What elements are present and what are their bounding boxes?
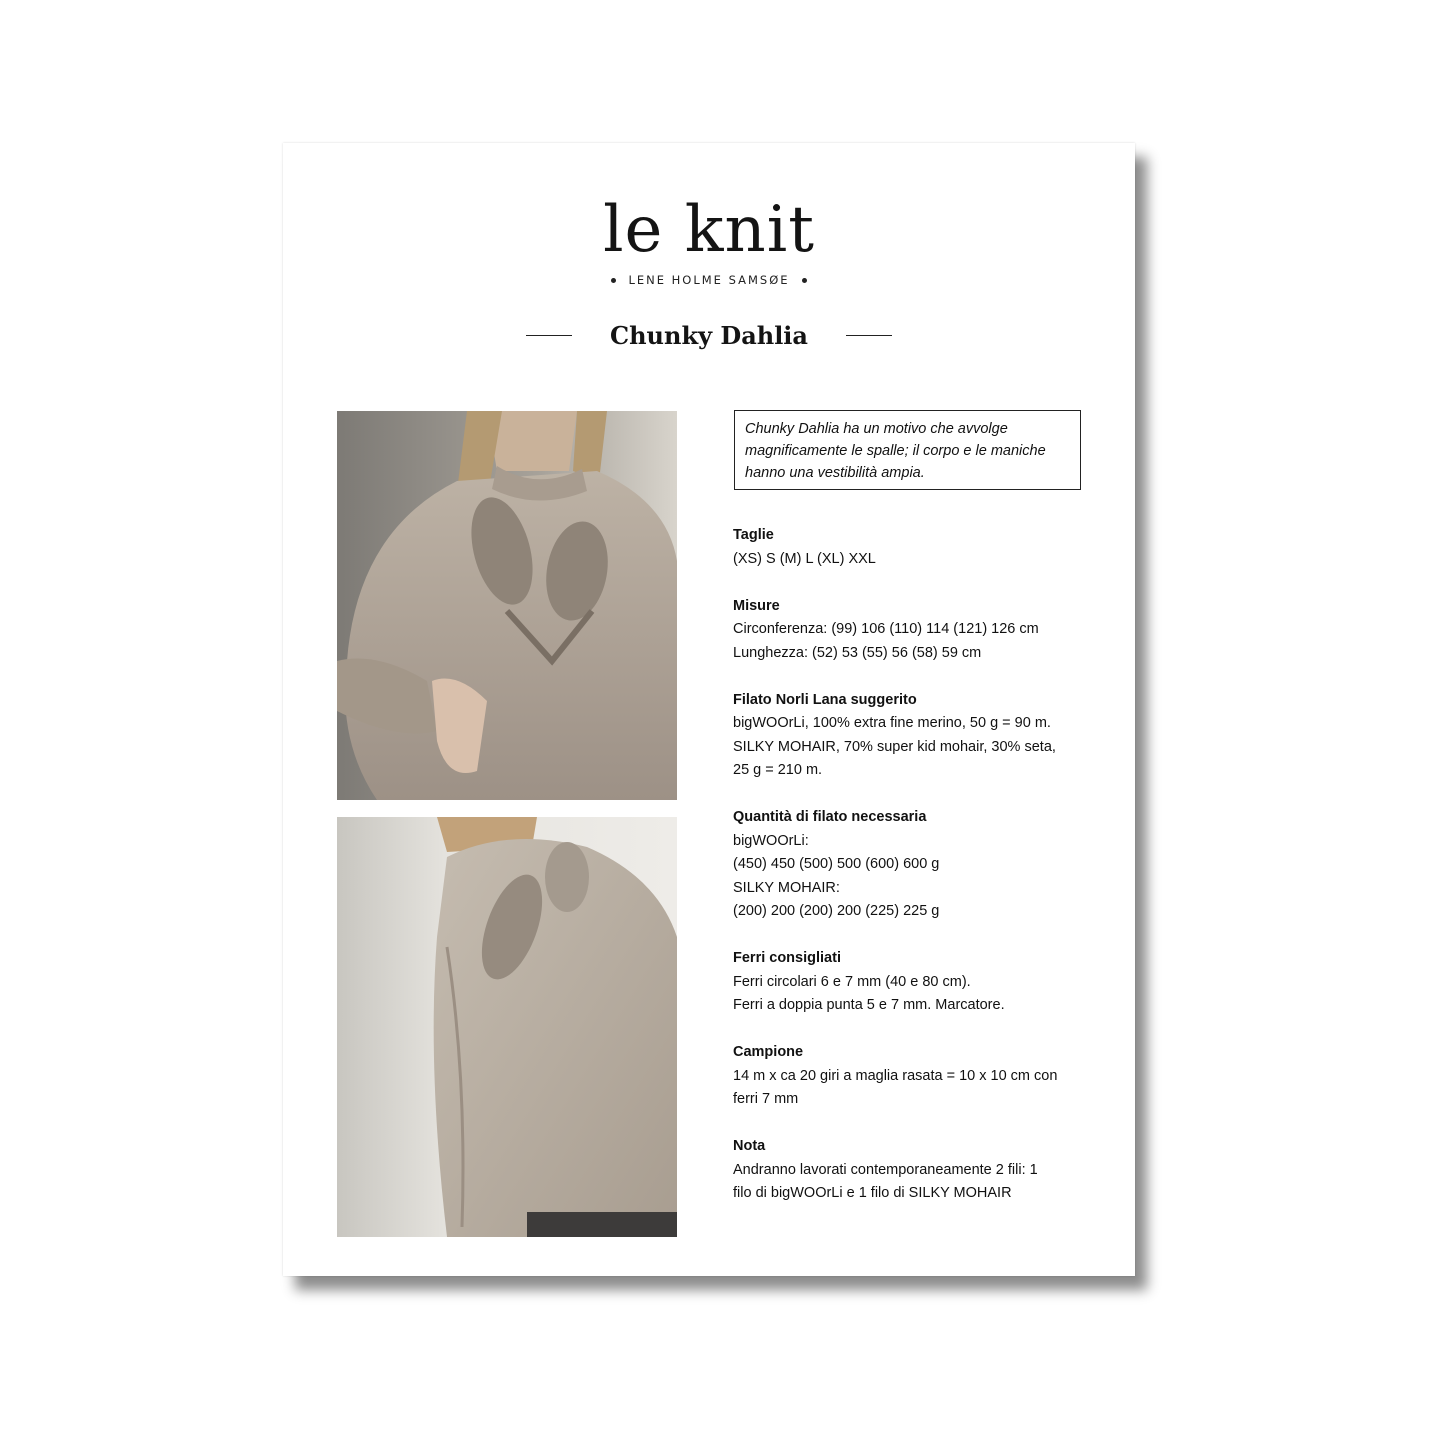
spec-line: Lunghezza: (52) 53 (55) 56 (58) 59 cm xyxy=(733,644,982,661)
brand-logo: le knit xyxy=(603,193,815,267)
title-row xyxy=(283,321,1135,350)
spec-heading: Campione xyxy=(733,1044,804,1060)
spec-needles xyxy=(733,947,1088,1018)
spec-line: (200) 200 (200) 200 (225) 225 g xyxy=(733,903,940,919)
spec-line: (450) 450 (500) 500 (600) 600 g xyxy=(733,856,940,872)
spec-note xyxy=(733,1135,1088,1206)
spec-heading: Taglie xyxy=(733,527,774,543)
description-line: Chunky Dahlia ha un motivo che avvolge xyxy=(745,421,1008,437)
spec-heading: Misure xyxy=(733,597,780,614)
spec-line: Ferri circolari 6 e 7 mm (40 e 80 cm). xyxy=(733,973,971,990)
spec-line: Circonferenza: (99) 106 (110) 114 (121) 126 cm xyxy=(733,621,1039,637)
spec-yarn-quantity xyxy=(733,806,1088,924)
spec-heading: Quantità di filato necessaria xyxy=(733,809,927,825)
spec-line: bigWOOrLi, 100% extra fine merino, 50 g = 90 m. xyxy=(733,715,1051,731)
spec-measurements xyxy=(733,595,1088,666)
spec-sizes xyxy=(733,524,1088,571)
description-line: magnificamente le spalle; il corpo e le maniche xyxy=(745,443,1046,459)
spec-heading: Nota xyxy=(733,1138,766,1154)
spec-gauge xyxy=(733,1041,1088,1112)
spec-line: 25 g = 210 m. xyxy=(733,762,823,778)
spec-line: SILKY MOHAIR: xyxy=(733,879,840,896)
spec-line: Andranno lavorati contemporaneamente 2 fili: 1 xyxy=(733,1161,1038,1178)
spec-line: SILKY MOHAIR, 70% super kid mohair, 30% seta, xyxy=(733,738,1056,755)
sweater-back-photo xyxy=(337,817,677,1237)
spec-heading: Ferri consigliati xyxy=(733,950,841,966)
spec-line: filo di bigWOOrLi e 1 filo di SILKY MOHAIR xyxy=(733,1185,1012,1201)
spec-heading: Filato Norli Lana suggerito xyxy=(733,691,917,708)
pattern-title: Chunky Dahlia xyxy=(610,321,808,350)
title-rule-right xyxy=(846,335,892,336)
spec-line: Ferri a doppia punta 5 e 7 mm. Marcatore. xyxy=(733,997,1005,1013)
designer-name: LENE HOLME SAMSØE xyxy=(628,273,790,287)
pattern-description xyxy=(734,410,1081,490)
spec-line: ferri 7 mm xyxy=(733,1091,799,1107)
bullet-dot-icon xyxy=(802,278,807,283)
spec-yarn xyxy=(733,689,1088,783)
spec-line: bigWOOrLi: xyxy=(733,832,809,849)
pattern-page xyxy=(283,143,1135,1276)
brand-byline xyxy=(283,273,1135,287)
title-rule-left xyxy=(526,335,572,336)
description-line: hanno una vestibilità ampia. xyxy=(745,465,925,481)
spec-line: 14 m x ca 20 giri a maglia rasata = 10 x 10 cm con xyxy=(733,1067,1058,1084)
spec-line: (XS) S (M) L (XL) XXL xyxy=(733,550,876,567)
sweater-front-photo xyxy=(337,411,677,800)
brand-header xyxy=(283,195,1135,287)
pattern-specs xyxy=(733,524,1088,1229)
bullet-dot-icon xyxy=(611,278,616,283)
